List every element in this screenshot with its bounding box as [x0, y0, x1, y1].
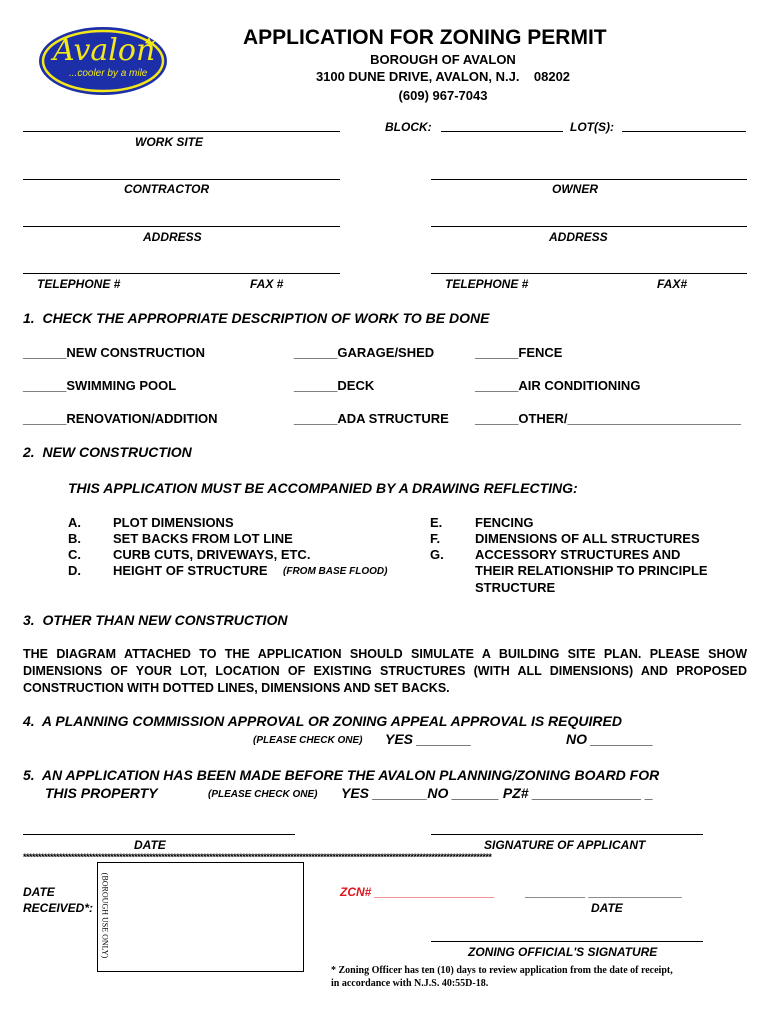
block-label: BLOCK: — [385, 120, 432, 134]
applicant-signature-field[interactable] — [431, 834, 703, 835]
list-letter-c: C. — [68, 547, 81, 562]
logo-text: Avalon — [53, 33, 156, 68]
section-2-subheading: THIS APPLICATION MUST BE ACCOMPANIED BY A DRAWING REFLECTING: — [68, 480, 578, 496]
contractor-label: CONTRACTOR — [124, 182, 210, 196]
page-title: APPLICATION FOR ZONING PERMIT — [243, 26, 607, 49]
contractor-field[interactable] — [23, 179, 340, 180]
section-1-heading: 1. CHECK THE APPROPRIATE DESCRIPTION OF WORK TO BE DONE — [23, 310, 490, 326]
list-item-g-line3: STRUCTURE — [475, 580, 556, 595]
list-letter-f: F. — [430, 531, 441, 546]
owner-address-label: ADDRESS — [549, 230, 608, 244]
applicant-signature-label: SIGNATURE OF APPLICANT — [484, 838, 646, 852]
official-signature-field[interactable] — [431, 941, 703, 942]
list-item-f: DIMENSIONS OF ALL STRUCTURES — [475, 531, 700, 546]
list-item-b: SET BACKS FROM LOT LINE — [113, 531, 293, 546]
height-note: (FROM BASE FLOOD) — [283, 566, 388, 577]
date-label: DATE — [134, 838, 166, 852]
section-2-heading: 2. NEW CONSTRUCTION — [23, 444, 192, 460]
owner-telephone-label: TELEPHONE # — [445, 277, 529, 291]
official-signature-label: ZONING OFFICIAL'S SIGNATURE — [468, 945, 658, 959]
block-field[interactable] — [441, 131, 563, 132]
section-5-check-note: (PLEASE CHECK ONE) — [208, 789, 318, 800]
borough-use-label: (BOROUGH USE ONLY) — [100, 872, 110, 959]
owner-address-field[interactable] — [431, 226, 747, 227]
option-fence[interactable]: ______FENCE — [475, 345, 563, 360]
list-item-e: FENCING — [475, 515, 534, 530]
borough-use-box[interactable] — [97, 862, 304, 972]
work-site-line — [23, 131, 340, 132]
section-4-heading: 4. A PLANNING COMMISSION APPROVAL OR ZONING APPEAL APPROVAL IS REQUIRED — [23, 713, 622, 729]
footnote-line-1: * Zoning Officer has ten (10) days to review application from the date of receipt, — [331, 965, 673, 976]
lots-label: LOT(S): — [570, 120, 614, 134]
owner-field[interactable] — [431, 179, 747, 180]
option-ada-structure[interactable]: ______ADA STRUCTURE — [294, 411, 449, 426]
date-field[interactable] — [23, 834, 295, 835]
list-letter-d: D. — [68, 563, 81, 578]
list-item-a: PLOT DIMENSIONS — [113, 515, 234, 530]
owner-fax-label: FAX# — [657, 277, 688, 291]
list-letter-g: G. — [430, 547, 444, 562]
date-received-label: DATE RECEIVED*: — [23, 885, 94, 915]
option-renovation-addition[interactable]: ______RENOVATION/ADDITION — [23, 411, 218, 426]
owner-phone-fax-field[interactable] — [431, 273, 747, 274]
section-3-heading: 3. OTHER THAN NEW CONSTRUCTION — [23, 612, 288, 628]
footnote-line-2: in accordance with N.J.S. 40:55D-18. — [331, 978, 489, 989]
zcn-field[interactable]: ZCN# __________________ — [340, 885, 495, 899]
owner-label: OWNER — [552, 182, 598, 196]
contractor-fax-label: FAX # — [250, 277, 284, 291]
option-air-conditioning[interactable]: ______AIR CONDITIONING — [475, 378, 641, 393]
option-new-construction[interactable]: ______NEW CONSTRUCTION — [23, 345, 206, 360]
section-5-line2: THIS PROPERTY — [45, 785, 158, 801]
contractor-phone-fax-field[interactable] — [23, 273, 340, 274]
office-date-label: DATE — [591, 901, 623, 915]
office-date-field[interactable]: _________ ______________ — [525, 885, 682, 899]
list-item-c: CURB CUTS, DRIVEWAYS, ETC. — [113, 547, 311, 562]
logo-tagline: ...cooler by a mile — [69, 68, 148, 79]
option-garage-shed[interactable]: ______GARAGE/SHED — [294, 345, 435, 360]
lots-field[interactable] — [622, 131, 746, 132]
option-swimming-pool[interactable]: ______SWIMMING POOL — [23, 378, 177, 393]
section-4-yes[interactable]: YES _______ — [385, 731, 472, 747]
list-item-d: HEIGHT OF STRUCTURE — [113, 563, 268, 578]
contractor-address-label: ADDRESS — [143, 230, 202, 244]
list-letter-a: A. — [68, 515, 81, 530]
borough-address: 3100 DUNE DRIVE, AVALON, N.J. 08202 — [315, 69, 571, 84]
section-5-answers[interactable]: YES _______NO ______ PZ# ______________ _ — [341, 785, 654, 801]
work-site-label: WORK SITE — [135, 135, 203, 149]
list-letter-b: B. — [68, 531, 81, 546]
contractor-address-field[interactable] — [23, 226, 340, 227]
section-3-paragraph: THE DIAGRAM ATTACHED TO THE APPLICATION SHOULD SIMULATE A BUILDING SITE PLAN. PLEASE SHOW DIMENSIONS OF YOUR LOT, LOCATION OF EXISTING STRUCTURES (WITH ALL DIMENSIONS) AND PROPOSED CONSTRUCTION WITH DOTTED LINES, DIMENSIONS AND SET BACKS. — [23, 647, 747, 695]
borough-phone: (609) 967-7043 — [398, 88, 488, 103]
list-letter-e: E. — [430, 515, 443, 530]
section-5-heading: 5. AN APPLICATION HAS BEEN MADE BEFORE THE AVALON PLANNING/ZONING BOARD FOR — [23, 767, 660, 783]
contractor-telephone-label: TELEPHONE # — [37, 277, 121, 291]
list-item-g: ACCESSORY STRUCTURES AND — [475, 547, 681, 562]
asterisk-separator: ************************************************************************************************************************************************************ — [23, 852, 492, 862]
option-other[interactable]: ______OTHER/________________________ — [475, 411, 742, 426]
section-4-check-note: (PLEASE CHECK ONE) — [253, 735, 363, 746]
option-deck[interactable]: ______DECK — [294, 378, 375, 393]
section-4-no[interactable]: NO ________ — [566, 731, 654, 747]
list-item-g-line2: THEIR RELATIONSHIP TO PRINCIPLE — [475, 563, 708, 578]
borough-name: BOROUGH OF AVALON — [370, 52, 516, 67]
